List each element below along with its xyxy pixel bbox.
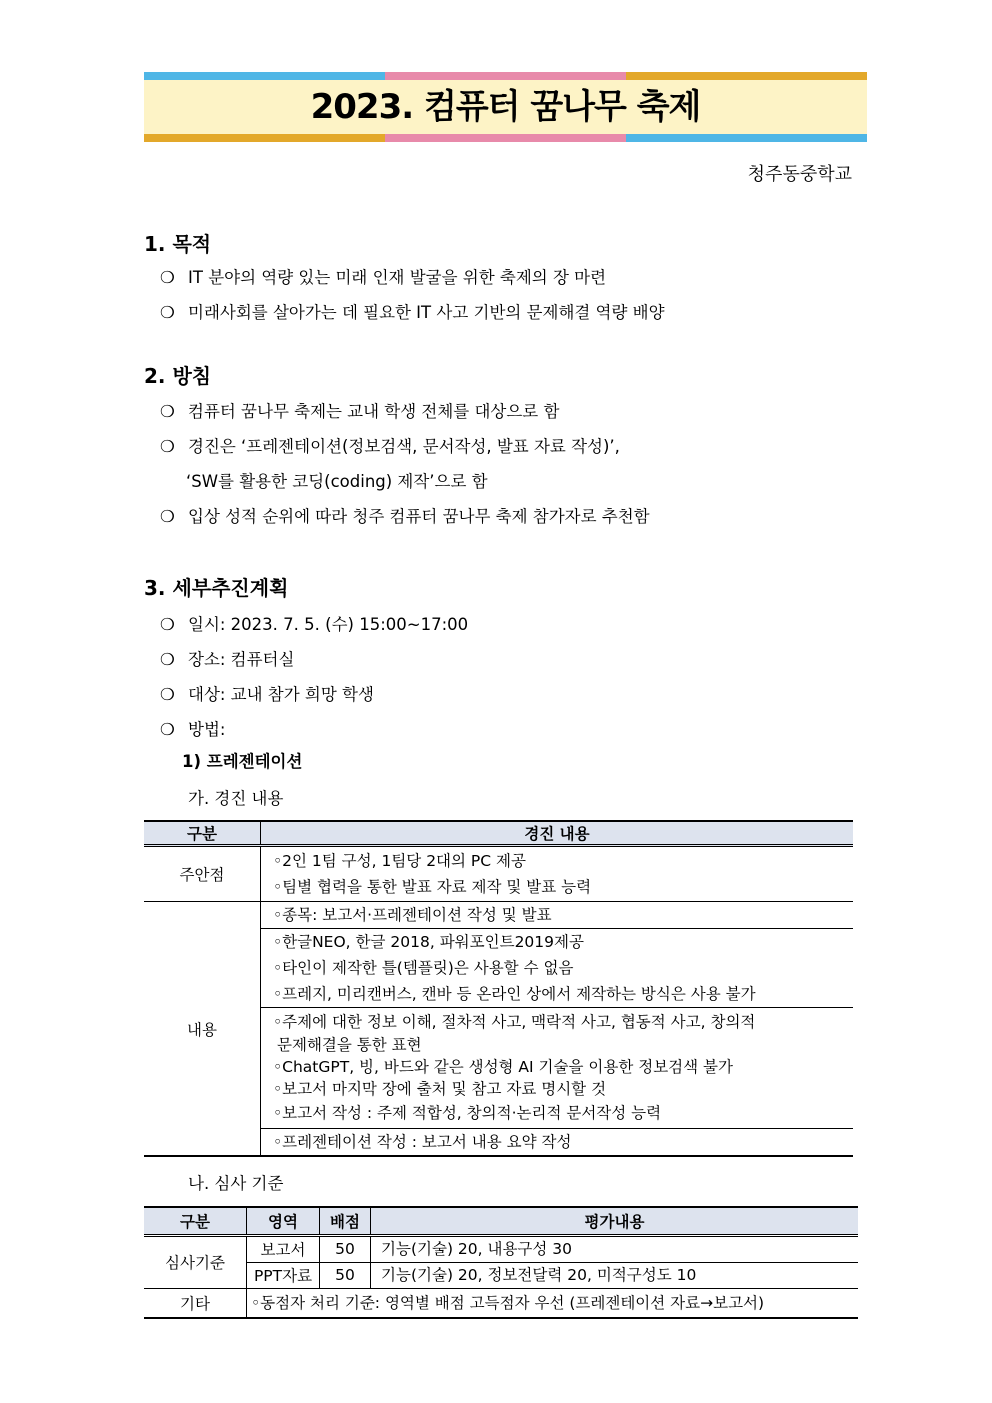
score-cell: 50 bbox=[320, 1262, 371, 1288]
list-item: ❍ 미래사회를 살아가는 데 필요한 IT 사고 기반의 문제해결 역량 배양 bbox=[160, 303, 665, 322]
list-item: ❍ 경진은 ‘프레젠테이션(정보검색, 문서작성, 발표 자료 작성)’, bbox=[160, 437, 620, 456]
table-header-area: 영역 bbox=[247, 1207, 320, 1235]
table-cell-line: ◦2인 1팀 구성, 1팀당 2대의 PC 제공 bbox=[273, 852, 526, 870]
list-item: ❍ 입상 성적 순위에 따라 청주 컴퓨터 꿈나무 축제 참가자로 추천함 bbox=[160, 507, 650, 526]
row-label-focus: 주안점 bbox=[144, 846, 261, 902]
area-cell: PPT자료 bbox=[247, 1262, 320, 1288]
table-header-score: 배점 bbox=[320, 1207, 371, 1235]
table-header-category: 구분 bbox=[144, 1207, 247, 1235]
table-cell-line: ◦팀별 협력을 통한 발표 자료 제작 및 발표 능력 bbox=[273, 878, 592, 896]
section-2-heading: 2. 방침 bbox=[144, 364, 212, 388]
judging-criteria-table bbox=[144, 1206, 858, 1319]
etc-content-cell: ◦동점자 처리 기준: 영역별 배점 고득점자 우선 (프레젠테이션 자료→보고서) bbox=[251, 1293, 765, 1312]
circle-bullet-icon: ❍ bbox=[160, 615, 175, 634]
row-label-etc: 기타 bbox=[144, 1288, 247, 1318]
circle-bullet-icon: ❍ bbox=[160, 268, 175, 287]
circle-bullet-icon: ❍ bbox=[160, 402, 175, 421]
title-bar-bottom-blue bbox=[626, 134, 867, 142]
title-bar-top-gold bbox=[626, 72, 867, 80]
section-1-heading: 1. 목적 bbox=[144, 232, 212, 256]
circle-bullet-icon: ❍ bbox=[160, 650, 175, 669]
table-cell-line: ◦한글NEO, 한글 2018, 파워포인트2019제공 bbox=[273, 933, 584, 951]
table-cell-line: ◦프레지, 미리캔버스, 캔바 등 온라인 상에서 제작하는 방식은 사용 불가 bbox=[273, 985, 756, 1003]
list-item-continuation: ‘SW를 활용한 코딩(coding) 제작’으로 함 bbox=[186, 472, 488, 491]
table-header-content: 경진 내용 bbox=[261, 821, 854, 846]
table-row bbox=[144, 1262, 858, 1288]
circle-bullet-icon: ❍ bbox=[160, 303, 175, 322]
title-bar-top-blue bbox=[144, 72, 385, 80]
circle-bullet-icon: ❍ bbox=[160, 437, 175, 456]
table-row bbox=[144, 1288, 858, 1318]
circle-bullet-icon: ❍ bbox=[160, 720, 175, 739]
contest-content-table bbox=[144, 820, 853, 1157]
evaluation-cell: 기능(기술) 20, 정보전달력 20, 미적구성도 10 bbox=[371, 1262, 859, 1288]
area-cell: 보고서 bbox=[247, 1235, 320, 1262]
table-header-category: 구분 bbox=[144, 821, 261, 846]
title-bar-bottom-pink bbox=[385, 134, 626, 142]
circle-bullet-icon: ❍ bbox=[160, 507, 175, 526]
table-cell-line: 문제해결을 통한 표현 bbox=[277, 1036, 422, 1054]
circle-bullet-icon: ❍ bbox=[160, 685, 175, 704]
list-item: ❍ 방법: bbox=[160, 720, 226, 739]
section-3-heading: 3. 세부추진계획 bbox=[144, 576, 289, 600]
list-item: ❍ 대상: 교내 참가 희망 학생 bbox=[160, 685, 374, 704]
score-cell: 50 bbox=[320, 1235, 371, 1262]
list-item: ❍ 일시: 2023. 7. 5. (수) 15:00~17:00 bbox=[160, 615, 469, 634]
table-header-evaluation: 평가내용 bbox=[371, 1207, 859, 1235]
table-cell-line: ◦ChatGPT, 빙, 바드와 같은 생성형 AI 기술을 이용한 정보검색 불가 bbox=[273, 1058, 733, 1076]
subsection-contest-content: 가. 경진 내용 bbox=[188, 789, 284, 808]
list-item: ❍ 장소: 컴퓨터실 bbox=[160, 650, 295, 669]
table-cell-line: ◦종목: 보고서·프레젠테이션 작성 및 발표 bbox=[273, 906, 552, 924]
list-item: ❍ 컴퓨터 꿈나무 축제는 교내 학생 전체를 대상으로 함 bbox=[160, 402, 560, 421]
table-cell-line: ◦프레젠테이션 작성 : 보고서 내용 요약 작성 bbox=[273, 1133, 572, 1151]
title-bar-bottom-gold bbox=[144, 134, 385, 142]
table-cell-line: ◦주제에 대한 정보 이해, 절차적 사고, 맥락적 사고, 협동적 사고, 창의적 bbox=[273, 1013, 756, 1031]
list-item: ❍ IT 분야의 역량 있는 미래 인재 발굴을 위한 축제의 장 마련 bbox=[160, 268, 607, 287]
table-cell-line: ◦보고서 작성 : 주제 적합성, 창의적·논리적 문서작성 능력 bbox=[273, 1104, 662, 1122]
title-bar-top-pink bbox=[385, 72, 626, 80]
table-cell-line: ◦타인이 제작한 틀(템플릿)은 사용할 수 없음 bbox=[273, 959, 574, 977]
evaluation-cell: 기능(기술) 20, 내용구성 30 bbox=[371, 1235, 859, 1262]
school-name: 청주동중학교 bbox=[747, 164, 852, 185]
subsection-judging-criteria: 나. 심사 기준 bbox=[188, 1174, 284, 1193]
row-label-judging: 심사기준 bbox=[144, 1235, 247, 1288]
page-title: 2023. 컴퓨터 꿈나무 축제 bbox=[310, 87, 701, 127]
table-row bbox=[144, 1235, 858, 1262]
table-cell-line: ◦보고서 마지막 장에 출처 및 참고 자료 명시할 것 bbox=[273, 1080, 607, 1098]
row-label-content: 내용 bbox=[144, 902, 261, 1157]
subsection-presentation: 1) 프레젠테이션 bbox=[182, 752, 303, 771]
